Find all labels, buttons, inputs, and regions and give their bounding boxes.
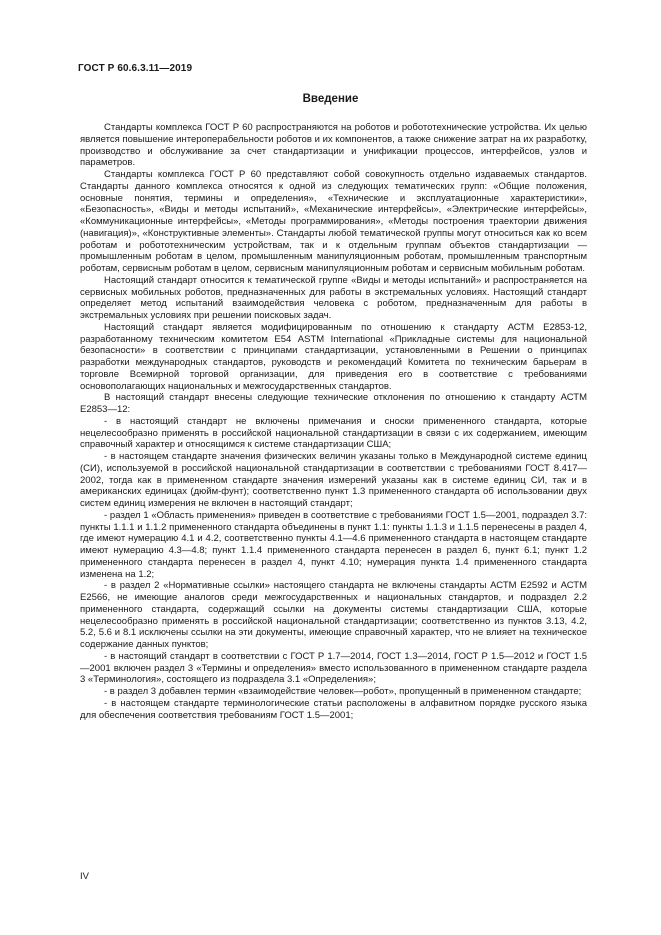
paragraph: Настоящий стандарт относится к тематической группе «Виды и методы испытаний» и распространяется на сервисных мобильных роботов, предназначенных для работы в экстремальных условиях. Настоящий стандарт определяет метод испытаний взаимодействия человека с роботом, предназначенным для работы в экстремальных условиях при решении поисковых задач. — [80, 274, 587, 321]
list-item: - в раздел 2 «Нормативные ссылки» настоящего стандарта не включены стандарты АСТМ Е2592 и АСТМ Е2566, не имеющие аналогов среди межгосударственных и национальных стандартов, и подраздел 2.2 примененного стандарта, содержащий ссылки на документы системы стандартизации США, которые нецелесообразно применять в российской национальной стандартизации; соответственно из пунктов 3.13, 4.2, 5.2, 5.6 и 8.1 исключены ссылки на эти документы, имеющие справочный характер, что не влияет на техническое содержание данных пунктов; — [80, 580, 587, 650]
list-item: - раздел 1 «Область применения» приведен в соответствие с требованиями ГОСТ 1.5—2001, подраздел 3.7: пункты 1.1.1 и 1.1.2 примененного стандарта объединены в пункт 1.1: пункты 1.1.3 и 1.1.5 перенесены в раздел 4, где имеют нумерацию 4.1 и 4.2, соответственно пункты 4.1—4.6 примененного стандарта в настоящем стандарте имеют нумерацию 4.3—4.8; пункт 1.1.4 примененного стандарта перенесен в раздел 6, пункт 6.1; пункт 1.2 примененного стандарта перенесен в раздел 4, пункт 4.10; нумерация пункта 1.4 примененного стандарта изменена на 1.2; — [80, 509, 587, 580]
list-item: - в настоящий стандарт не включены примечания и сноски примененного стандарта, которые нецелесообразно применять в российской национальной стандартизации в связи с их содержанием, имеющим справочный характер и относящимся к системе стандартизации США; — [80, 415, 587, 451]
list-item: - в настоящий стандарт в соответствии с ГОСТ Р 1.7—2014, ГОСТ 1.3—2014, ГОСТ Р 1.5—2012 и ГОСТ 1.5—2001 включен раздел 3 «Термины и определения» вместо использованного в примененном стандарте раздела 3 «Терминология», состоящего из подраздела 3.1 «Определения»; — [80, 650, 587, 686]
document-header-id: ГОСТ Р 60.6.3.11—2019 — [78, 63, 193, 74]
section-title: Введение — [302, 93, 359, 105]
paragraph: Настоящий стандарт является модифицированным по отношению к стандарту АСТМ Е2853-12, разработанному техническим комитетом Е54 ASTM International «Прикладные системы для национальной безопасности» в соответствии с принципами стандартизации, установленными в Решении о принципах разработки международных стандартов, руководств и рекомендаций Комитета по техническим барьерам в торговле Всемирной торговой организации, для приведения его в соответствие с требованиями основополагающих национальных и межгосударственных стандартов. — [80, 321, 587, 392]
paragraph: В настоящий стандарт внесены следующие технические отклонения по отношению к стандарту АСТМ Е2853—12: — [80, 392, 587, 415]
list-item: - в раздел 3 добавлен термин «взаимодействие человек—робот», пропущенный в примененном стандарте; — [104, 686, 582, 697]
paragraph: Стандарты комплекса ГОСТ Р 60 представляют собой совокупность отдельно издаваемых стандартов. Стандарты данного комплекса относятся к одной из следующих тематических групп: «Общие положения, основные понятия, термины и определения», «Технические и эксплуатационные характеристики», «Безопасность», «Виды и методы испытаний», «Механические интерфейсы», «Электрические интерфейсы», «Коммуникационные интерфейсы», «Методы программирования», «Методы построения траектории движения (навигация)», «Конструктивные элементы». Стандарты любой тематической группы могут относиться как ко всем роботам и робототехническим устройствам, так и к отдельным группам объектов стандартизации — промышленным роботам в целом, промышленным манипуляционным роботам, промышленным транспортным роботам, сервисным роботам в целом, сервисным манипуляционным роботам и сервисным мобильным роботам. — [80, 169, 587, 274]
body-text — [80, 122, 587, 721]
paragraph: Стандарты комплекса ГОСТ Р 60 распространяются на роботов и робототехнические устройства. Их целью является повышение интероперабельности роботов и их компонентов, а также снижение затрат на их разработку, производство и обслуживание за счет стандартизации и унификации процессов, интерфейсов, узлов и параметров. — [80, 122, 587, 169]
list-item: - в настоящем стандарте терминологические статьи расположены в алфавитном порядке русского языка для обеспечения соответствия требованиям ГОСТ 1.5—2001; — [80, 697, 587, 721]
list-item: - в настоящем стандарте значения физических величин указаны только в Международной системе единиц (СИ), используемой в российской национальной стандартизации в соответствии с требованиями ГОСТ 8.417—2002, тогда как в примененном стандарте значения измерений указаны как в системе единиц СИ, так и в американских единицах (дюйм-фунт); соответственно пункт 1.3 примененного стандарта об использовании двух систем единиц измерения не включен в настоящий стандарт; — [80, 451, 587, 509]
page-number: IV — [80, 871, 89, 882]
